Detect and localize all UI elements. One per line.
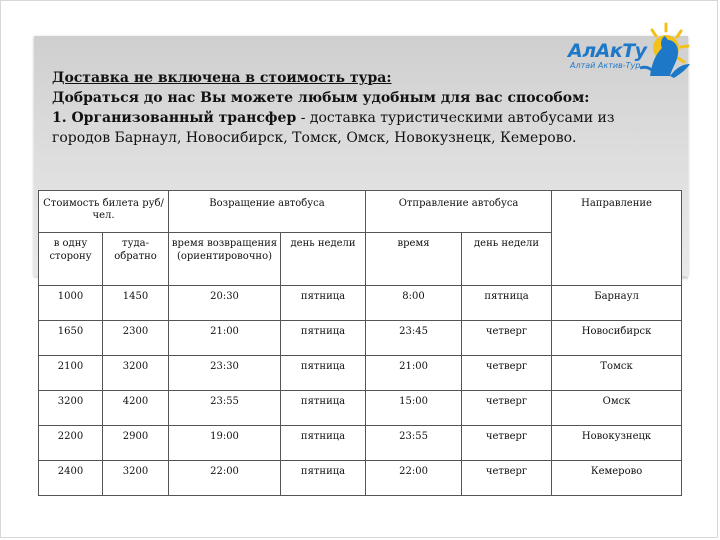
table-row (39, 356, 682, 391)
return-day: пятница (281, 321, 366, 356)
return-day: пятница (281, 461, 366, 496)
header-price: Стоимость билета руб/чел. (39, 191, 169, 233)
subheader-departure-day: день недели (462, 233, 552, 286)
table-row (39, 286, 682, 321)
subheader-round-trip: туда-обратно (103, 233, 169, 286)
departure-time: 15:00 (366, 391, 462, 426)
direction-city: Барнаул (552, 286, 682, 321)
price-round-trip: 3200 (103, 356, 169, 391)
departure-time: 23:45 (366, 321, 462, 356)
departure-time: 8:00 (366, 286, 462, 321)
departure-day: четверг (462, 461, 552, 496)
return-time: 23:30 (169, 356, 281, 391)
departure-day: пятница (462, 286, 552, 321)
departure-day: четверг (462, 321, 552, 356)
return-time: 21:00 (169, 321, 281, 356)
subheader-one-way: в одну сторону (39, 233, 103, 286)
header-departure: Отправление автобуса (366, 191, 552, 233)
intro-line-3 (52, 108, 682, 128)
departure-time: 21:00 (366, 356, 462, 391)
return-day: пятница (281, 426, 366, 461)
price-round-trip: 2900 (103, 426, 169, 461)
price-one-way: 3200 (39, 391, 103, 426)
subheader-return-day: день недели (281, 233, 366, 286)
price-round-trip: 1450 (103, 286, 169, 321)
table-row (39, 391, 682, 426)
price-one-way: 1000 (39, 286, 103, 321)
table-row (39, 321, 682, 356)
departure-time: 22:00 (366, 461, 462, 496)
bus-schedule-table (38, 190, 682, 496)
intro-line-1: Доставка не включена в стоимость тура: (52, 70, 392, 86)
header-direction: Направление (552, 191, 682, 286)
direction-city: Кемерово (552, 461, 682, 496)
return-time: 20:30 (169, 286, 281, 321)
logo-wordmark: АлАкТу (568, 40, 647, 62)
intro-line-2: Добраться до нас Вы можете любым удобным для вас способом: (52, 90, 590, 106)
intro-text (52, 68, 682, 148)
subheader-departure-time: время (366, 233, 462, 286)
direction-city: Омск (552, 391, 682, 426)
transfer-heading: 1. Организованный трансфер (52, 110, 297, 126)
direction-city: Новосибирск (552, 321, 682, 356)
price-round-trip: 3200 (103, 461, 169, 496)
direction-city: Новокузнецк (552, 426, 682, 461)
price-one-way: 2100 (39, 356, 103, 391)
table-row (39, 461, 682, 496)
price-round-trip: 2300 (103, 321, 169, 356)
return-time: 19:00 (169, 426, 281, 461)
direction-city: Томск (552, 356, 682, 391)
subheader-return-time: время возвращения (ориентировочно) (169, 233, 281, 286)
departure-time: 23:55 (366, 426, 462, 461)
return-day: пятница (281, 391, 366, 426)
intro-line-4: городов Барнаул, Новосибирск, Томск, Омск, Новокузнецк, Кемерово. (52, 130, 577, 146)
return-time: 22:00 (169, 461, 281, 496)
departure-day: четверг (462, 391, 552, 426)
return-time: 23:55 (169, 391, 281, 426)
price-one-way: 2400 (39, 461, 103, 496)
return-day: пятница (281, 356, 366, 391)
price-one-way: 1650 (39, 321, 103, 356)
table-row (39, 426, 682, 461)
price-one-way: 2200 (39, 426, 103, 461)
departure-day: четверг (462, 356, 552, 391)
return-day: пятница (281, 286, 366, 321)
departure-day: четверг (462, 426, 552, 461)
header-return: Возращение автобуса (169, 191, 366, 233)
logo-subtitle: Алтай Актив-Тур (570, 61, 641, 70)
transfer-description: - доставка туристическими автобусами из (296, 110, 615, 126)
price-round-trip: 4200 (103, 391, 169, 426)
